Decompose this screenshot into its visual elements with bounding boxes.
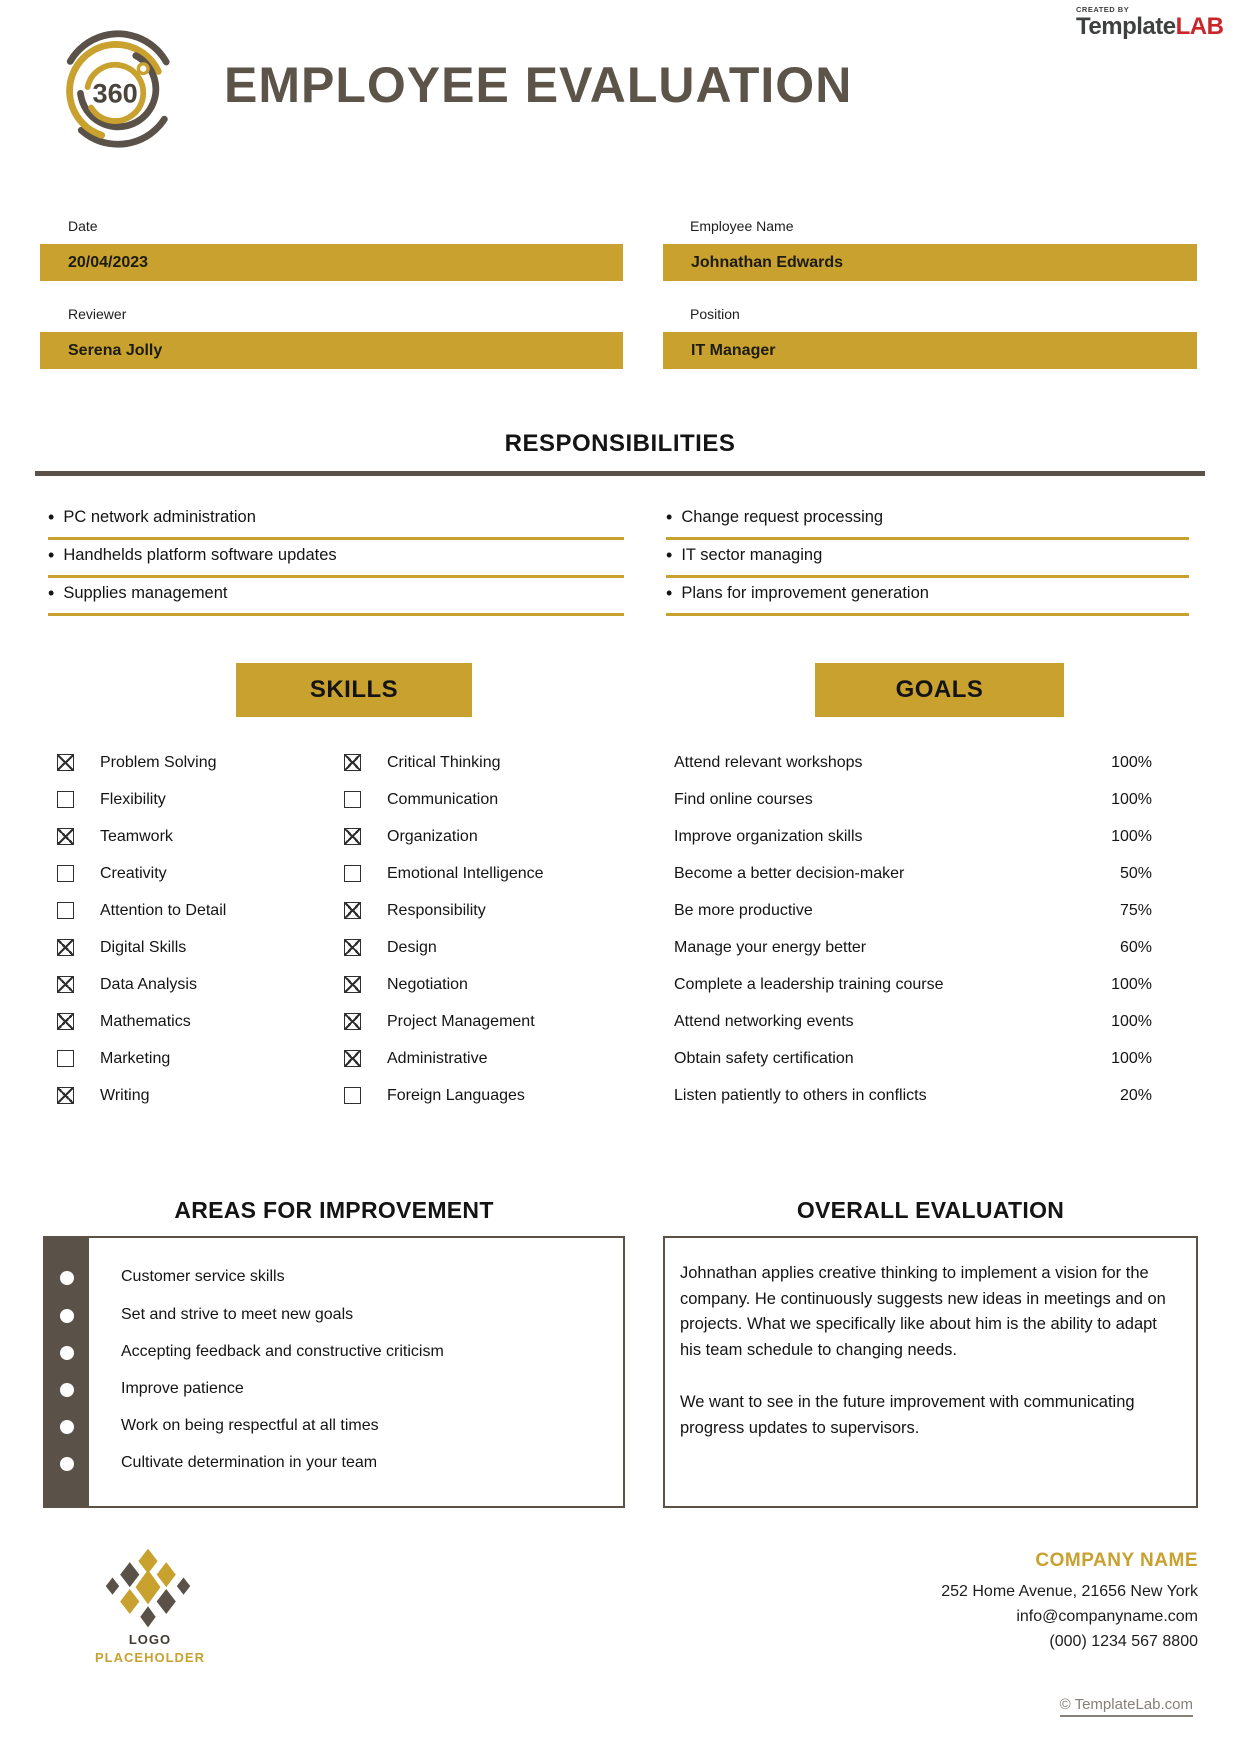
skill-label: Flexibility bbox=[100, 790, 166, 808]
date-value-bar: 20/04/2023 bbox=[40, 244, 623, 281]
goal-percent: 100% bbox=[1111, 1049, 1152, 1067]
reviewer-label: Reviewer bbox=[68, 306, 127, 322]
checkbox-icon[interactable] bbox=[57, 976, 74, 993]
responsibilities-divider bbox=[35, 471, 1205, 476]
goal-percent: 60% bbox=[1119, 938, 1152, 956]
page-title: EMPLOYEE EVALUATION bbox=[224, 57, 853, 113]
skill-item bbox=[57, 901, 226, 920]
checkbox-icon[interactable] bbox=[57, 754, 74, 771]
brand-name-main: Template bbox=[1076, 12, 1176, 40]
skill-label: Project Management bbox=[387, 1012, 535, 1030]
goal-percent: 50% bbox=[1119, 864, 1152, 882]
skill-item bbox=[344, 753, 501, 772]
checkbox-icon[interactable] bbox=[344, 976, 361, 993]
responsibility-item: • Change request processing bbox=[666, 506, 1189, 540]
checkbox-icon[interactable] bbox=[344, 754, 361, 771]
improvement-item: Accepting feedback and constructive criticism bbox=[121, 1343, 444, 1360]
checkbox-icon[interactable] bbox=[344, 1013, 361, 1030]
goal-percent: 100% bbox=[1111, 827, 1152, 845]
responsibility-item: • PC network administration bbox=[48, 506, 624, 540]
skill-label: Teamwork bbox=[100, 827, 173, 845]
employee-name-label: Employee Name bbox=[690, 218, 794, 234]
checkbox-icon[interactable] bbox=[344, 828, 361, 845]
goal-label: Improve organization skills bbox=[674, 827, 863, 845]
skill-label: Responsibility bbox=[387, 901, 486, 919]
checkbox-icon[interactable] bbox=[344, 902, 361, 919]
responsibility-item: • Supplies management bbox=[48, 582, 624, 616]
goal-row bbox=[674, 938, 1152, 957]
checkbox-icon[interactable] bbox=[57, 1050, 74, 1067]
date-label: Date bbox=[68, 218, 98, 234]
skills-heading: SKILLS bbox=[236, 663, 472, 717]
checkbox-icon[interactable] bbox=[57, 902, 74, 919]
skill-label: Mathematics bbox=[100, 1012, 191, 1030]
overall-heading: OVERALL EVALUATION bbox=[796, 1197, 1065, 1223]
checkbox-icon[interactable] bbox=[344, 791, 361, 808]
skill-item bbox=[57, 938, 186, 957]
skill-item bbox=[344, 827, 478, 846]
improvement-bullet-strip bbox=[45, 1238, 89, 1506]
goal-label: Obtain safety certification bbox=[674, 1049, 854, 1067]
bullet-dot-icon bbox=[60, 1346, 74, 1360]
goal-row bbox=[674, 827, 1152, 846]
skill-label: Digital Skills bbox=[100, 938, 187, 956]
goal-percent: 20% bbox=[1119, 1086, 1152, 1104]
skill-item bbox=[57, 1086, 150, 1105]
responsibility-item: • IT sector managing bbox=[666, 544, 1189, 578]
skill-item bbox=[344, 901, 486, 920]
goal-row bbox=[674, 1086, 1152, 1105]
checkbox-icon[interactable] bbox=[57, 939, 74, 956]
checkbox-icon[interactable] bbox=[344, 1087, 361, 1104]
improvement-heading: AREAS FOR IMPROVEMENT bbox=[174, 1197, 494, 1223]
goal-label: Complete a leadership training course bbox=[674, 975, 944, 993]
skill-item bbox=[344, 938, 437, 957]
skill-label: Negotiation bbox=[387, 975, 468, 993]
goal-row bbox=[674, 1012, 1152, 1031]
goal-percent: 100% bbox=[1111, 975, 1152, 993]
skill-label: Marketing bbox=[100, 1049, 171, 1067]
skill-item bbox=[57, 1049, 170, 1068]
skill-item bbox=[57, 753, 217, 772]
goal-label: Attend networking events bbox=[674, 1012, 854, 1030]
bullet-dot-icon bbox=[60, 1309, 74, 1323]
goals-heading: GOALS bbox=[815, 663, 1064, 717]
logo-360-text: 360 bbox=[92, 77, 138, 109]
goal-label: Attend relevant workshops bbox=[674, 753, 863, 771]
checkbox-icon[interactable] bbox=[344, 865, 361, 882]
goal-row bbox=[674, 975, 1152, 994]
improvement-item: Work on being respectful at all times bbox=[121, 1417, 379, 1434]
checkbox-icon[interactable] bbox=[57, 865, 74, 882]
goal-percent: 75% bbox=[1119, 901, 1152, 919]
goal-row bbox=[674, 901, 1152, 920]
overall-evaluation-box bbox=[663, 1236, 1198, 1508]
skill-label: Design bbox=[387, 938, 437, 956]
improvement-box bbox=[43, 1236, 625, 1508]
position-value-bar: IT Manager bbox=[663, 332, 1197, 369]
checkbox-icon[interactable] bbox=[57, 1013, 74, 1030]
bullet-dot-icon bbox=[60, 1457, 74, 1471]
checkbox-icon[interactable] bbox=[344, 1050, 361, 1067]
goal-label: Listen patiently to others in conflicts bbox=[674, 1086, 927, 1104]
company-address: 252 Home Avenue, 21656 New York bbox=[941, 1583, 1198, 1600]
goal-label: Manage your energy better bbox=[674, 938, 867, 956]
skill-label: Data Analysis bbox=[100, 975, 197, 993]
company-phone: (000) 1234 567 8800 bbox=[1049, 1633, 1198, 1650]
responsibility-item: • Handhelds platform software updates bbox=[48, 544, 624, 578]
bullet-dot-icon bbox=[60, 1420, 74, 1434]
skill-item bbox=[344, 1049, 487, 1068]
skill-item bbox=[57, 864, 167, 883]
goal-percent: 100% bbox=[1111, 753, 1152, 771]
logo-placeholder-icon bbox=[100, 1548, 196, 1630]
templatelab-credit-link[interactable]: © TemplateLab.com bbox=[1060, 1696, 1193, 1717]
brand-name-accent: LAB bbox=[1175, 12, 1224, 40]
skill-label: Writing bbox=[100, 1086, 150, 1104]
brand-logo bbox=[1076, 6, 1223, 39]
skill-item bbox=[344, 790, 498, 809]
checkbox-icon[interactable] bbox=[57, 1087, 74, 1104]
employee-name-value-bar: Johnathan Edwards bbox=[663, 244, 1197, 281]
company-info bbox=[941, 1550, 1198, 1654]
reviewer-value-bar: Serena Jolly bbox=[40, 332, 623, 369]
overall-paragraph-1: Johnathan applies creative thinking to implement a vision for the company. He continuously suggests new ideas in meetings and on projects. What we specifically like about him is the ability to adapt his team schedule to changing needs. bbox=[680, 1264, 1166, 1359]
skill-label: Communication bbox=[387, 790, 499, 808]
checkbox-icon[interactable] bbox=[57, 791, 74, 808]
skill-label: Emotional Intelligence bbox=[387, 864, 544, 882]
logo-360-icon bbox=[56, 26, 182, 154]
skill-label: Foreign Languages bbox=[387, 1086, 525, 1104]
skill-item bbox=[57, 827, 173, 846]
position-label: Position bbox=[690, 306, 740, 322]
overall-paragraph-2: We want to see in the future improvement with communicating progress updates to supervisors. bbox=[680, 1393, 1135, 1437]
goal-label: Be more productive bbox=[674, 901, 813, 919]
checkbox-icon[interactable] bbox=[344, 939, 361, 956]
improvement-item: Cultivate determination in your team bbox=[121, 1454, 378, 1471]
skill-item bbox=[57, 790, 166, 809]
company-email: info@companyname.com bbox=[1016, 1608, 1198, 1625]
improvement-item: Improve patience bbox=[121, 1380, 244, 1397]
skill-item bbox=[344, 1086, 525, 1105]
company-name: COMPANY NAME bbox=[1035, 1550, 1198, 1571]
logo-placeholder-line2: PLACEHOLDER bbox=[95, 1650, 205, 1665]
skill-label: Critical Thinking bbox=[387, 753, 501, 771]
bullet-dot-icon bbox=[60, 1383, 74, 1397]
logo-placeholder-line1: LOGO bbox=[128, 1632, 172, 1647]
improvement-item: Customer service skills bbox=[121, 1268, 285, 1285]
checkbox-icon[interactable] bbox=[57, 828, 74, 845]
skill-label: Attention to Detail bbox=[100, 901, 227, 919]
goal-label: Become a better decision-maker bbox=[674, 864, 905, 882]
goal-percent: 100% bbox=[1111, 1012, 1152, 1030]
goal-percent: 100% bbox=[1111, 790, 1152, 808]
brand-name bbox=[1076, 13, 1223, 40]
goal-label: Find online courses bbox=[674, 790, 813, 808]
goal-row bbox=[674, 790, 1152, 809]
responsibilities-heading: RESPONSIBILITIES bbox=[504, 430, 736, 457]
goal-row bbox=[674, 1049, 1152, 1068]
responsibility-item: • Plans for improvement generation bbox=[666, 582, 1189, 616]
skill-label: Administrative bbox=[387, 1049, 488, 1067]
goal-row bbox=[674, 753, 1152, 772]
improvement-item: Set and strive to meet new goals bbox=[121, 1306, 354, 1323]
goal-row bbox=[674, 864, 1152, 883]
bullet-dot-icon bbox=[60, 1271, 74, 1285]
skill-label: Creativity bbox=[100, 864, 167, 882]
skill-item bbox=[344, 1012, 535, 1031]
skill-item bbox=[344, 975, 468, 994]
skill-label: Problem Solving bbox=[100, 753, 217, 771]
skill-item bbox=[57, 975, 197, 994]
skill-item bbox=[344, 864, 544, 883]
skill-label: Organization bbox=[387, 827, 478, 845]
created-by-label: CREATED BY bbox=[1076, 5, 1130, 14]
skill-item bbox=[57, 1012, 191, 1031]
